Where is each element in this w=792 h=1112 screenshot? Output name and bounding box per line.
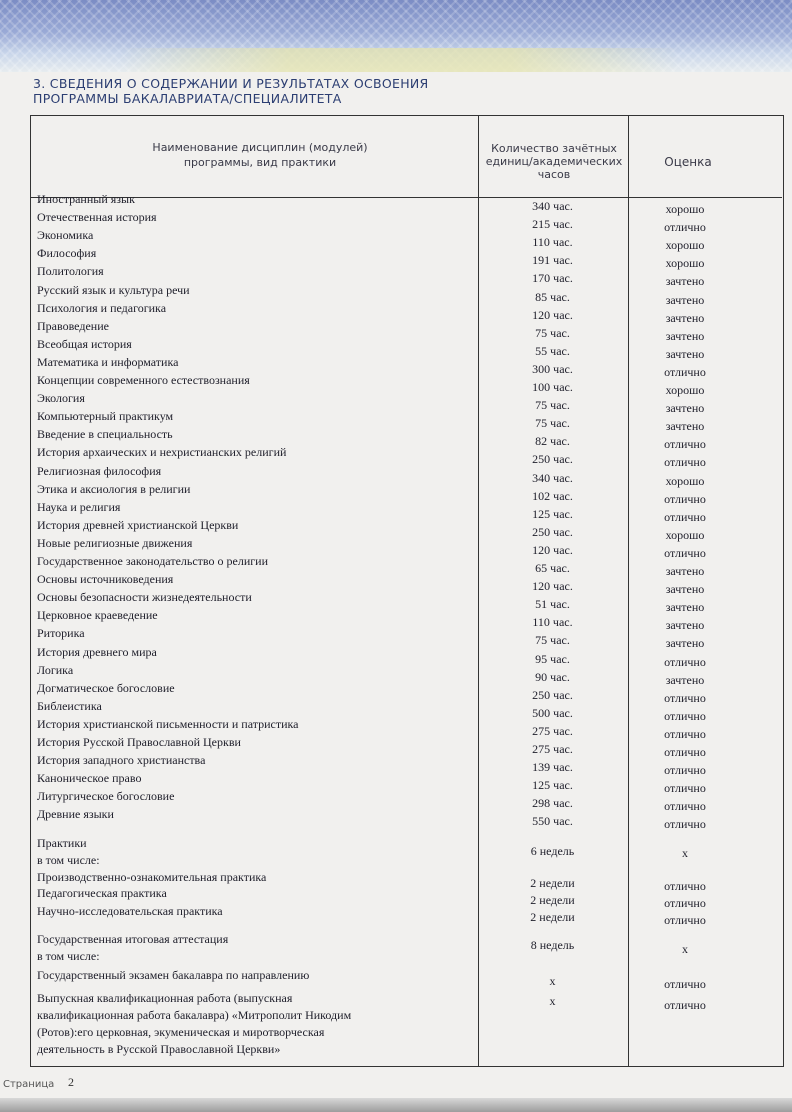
- discipline-grade: зачтено: [665, 564, 705, 578]
- discipline-name: Математика и информатика: [37, 354, 179, 369]
- practices-including: в том числе:: [37, 853, 100, 867]
- discipline-grade: зачтено: [665, 419, 705, 434]
- discipline-name: Иностранный язык: [37, 192, 135, 206]
- discipline-hours: 125 час.: [532, 778, 573, 793]
- discipline-hours: 102 час.: [532, 488, 573, 503]
- discipline-name: Философия: [37, 246, 97, 261]
- discipline-name: Библеистика: [37, 698, 102, 713]
- discipline-hours: 340 час.: [532, 470, 573, 485]
- discipline-grade: зачтено: [665, 274, 705, 289]
- discipline-grade: отлично: [664, 781, 706, 796]
- discipline-grade: отлично: [664, 726, 706, 741]
- practice-item-name: Научно-исследовательская практика: [37, 904, 223, 918]
- discipline-name: Основы источниковедения: [37, 572, 174, 587]
- practices-label: Практики: [37, 836, 87, 850]
- discipline-grade: отлично: [664, 817, 706, 832]
- discipline-hours: 275 час.: [532, 723, 573, 738]
- discipline-name: Логика: [37, 662, 74, 677]
- discipline-hours: 250 час.: [532, 524, 573, 539]
- discipline-name: Концепции современного естествознания: [37, 373, 250, 387]
- discipline-hours: 125 час.: [532, 506, 573, 521]
- discipline-grade: отлично: [664, 654, 706, 669]
- discipline-grade: хорошо: [665, 473, 705, 488]
- attestation-including: в том числе:: [37, 949, 100, 963]
- discipline-hours: 75 час.: [535, 416, 570, 431]
- discipline-hours: 85 час.: [535, 289, 570, 304]
- discipline-hours: 550 час.: [532, 814, 573, 829]
- discipline-hours: 95 час.: [535, 651, 570, 666]
- practice-item-name: Педагогическая практика: [37, 886, 167, 900]
- discipline-grade: отлично: [664, 491, 706, 506]
- discipline-hours: 500 час.: [532, 705, 573, 720]
- discipline-hours: 110 час.: [532, 615, 573, 630]
- discipline-grade: зачтено: [665, 582, 705, 597]
- header-credits: Количество зачётных единиц/академических часов: [485, 142, 623, 181]
- discipline-hours: 215 час.: [532, 217, 573, 232]
- state-exam-hours: x: [549, 974, 556, 988]
- discipline-name: История христианской письменности и патристика: [37, 716, 299, 731]
- page-label: Страница: [3, 1079, 55, 1090]
- state-exam-name: Государственный экзамен бакалавра по направлению: [37, 968, 310, 982]
- practice-item-grade: отлично: [664, 913, 706, 927]
- header-discipline-name: Наименование дисциплин (модулей) программы, вид практики: [152, 141, 368, 169]
- discipline-name: Литургическое богословие: [37, 789, 175, 804]
- discipline-name: История древнего мира: [37, 644, 157, 659]
- discipline-hours: 90 час.: [535, 669, 570, 684]
- discipline-name: Основы безопасности жизнедеятельности: [37, 590, 252, 605]
- page-edge-shadow: [0, 1098, 792, 1112]
- thesis-name: Выпускная квалификационная работа (выпускная квалификационная работа бакалавра) «Митрополит Никодим (Ротов):его церковная, экуменическая и миротворческая деятельность в Русской Православной Церкви»: [37, 991, 352, 1056]
- practice-item-name: Производственно-ознакомительная практика: [37, 870, 267, 884]
- discipline-hours: 275 час.: [532, 742, 573, 756]
- discipline-grade: отлично: [664, 364, 706, 379]
- discipline-grade: зачтено: [665, 600, 705, 615]
- discipline-hours: 340 час.: [532, 199, 573, 213]
- discipline-name: Компьютерный практикум: [37, 409, 174, 424]
- discipline-name: История Русской Православной Церкви: [37, 735, 241, 749]
- discipline-grade: зачтено: [665, 636, 705, 651]
- thesis-hours: x: [549, 994, 556, 1008]
- discipline-name: Новые религиозные движения: [37, 535, 193, 550]
- discipline-hours: 51 час.: [535, 597, 570, 612]
- discipline-name: История архаических и нехристианских религий: [37, 445, 287, 460]
- discipline-hours: 298 час.: [532, 796, 573, 811]
- discipline-name: Психология и педагогика: [37, 300, 167, 315]
- discipline-hours: 75 час.: [535, 325, 570, 340]
- discipline-hours: 100 час.: [532, 380, 573, 394]
- discipline-hours: 250 час.: [532, 452, 573, 467]
- page-number: 2: [68, 1075, 74, 1089]
- discipline-grade: отлично: [664, 455, 706, 470]
- discipline-name: Отечественная история: [37, 210, 157, 225]
- discipline-grade: хорошо: [665, 202, 705, 216]
- discipline-hours: 170 час.: [532, 271, 573, 286]
- discipline-grade: хорошо: [665, 527, 705, 542]
- discipline-name: История западного христианства: [37, 753, 206, 768]
- practice-item-hours: 2 недели: [530, 893, 575, 907]
- discipline-name: Русский язык и культура речи: [37, 282, 190, 297]
- discipline-hours: 120 час.: [532, 542, 573, 557]
- discipline-hours: 75 час.: [535, 633, 570, 648]
- discipline-grade: отлично: [664, 220, 706, 235]
- discipline-name: Догматическое богословие: [37, 680, 175, 695]
- discipline-hours: 300 час.: [532, 361, 573, 376]
- practices-grade: x: [682, 846, 688, 860]
- practice-item-grade: отлично: [664, 896, 706, 910]
- discipline-grade: хорошо: [665, 256, 705, 271]
- discipline-hours: 65 час.: [535, 561, 570, 575]
- discipline-name: Церковное краеведение: [37, 608, 158, 623]
- discipline-hours: 191 час.: [532, 253, 573, 268]
- discipline-grade: отлично: [664, 437, 706, 452]
- discipline-name: Политология: [37, 264, 104, 279]
- discipline-name: Экология: [37, 391, 85, 406]
- attestation-grade: x: [682, 942, 688, 956]
- discipline-grade: зачтено: [665, 618, 705, 633]
- discipline-name: Религиозная философия: [37, 463, 162, 478]
- discipline-grade: хорошо: [665, 238, 705, 253]
- decorative-header-band: [0, 0, 792, 72]
- discipline-name: История древней христианской Церкви: [37, 517, 239, 532]
- discipline-grade: отлично: [664, 745, 706, 759]
- attestation-label: Государственная итоговая аттестация: [37, 932, 229, 946]
- discipline-hours: 75 час.: [535, 398, 570, 413]
- discipline-grade: зачтено: [665, 672, 705, 687]
- discipline-hours: 55 час.: [535, 343, 570, 358]
- discipline-grade: зачтено: [665, 328, 705, 343]
- discipline-hours: 250 час.: [532, 687, 573, 702]
- attestation-hours: 8 недель: [530, 938, 575, 952]
- header-grade: Оценка: [664, 155, 712, 169]
- discipline-name: Наука и религия: [37, 499, 121, 514]
- discipline-name: Риторика: [37, 626, 85, 641]
- practice-item-hours: 2 недели: [530, 876, 575, 890]
- practice-item-grade: отлично: [664, 879, 706, 893]
- discipline-name: Древние языки: [37, 807, 114, 822]
- discipline-hours: 110 час.: [532, 235, 573, 250]
- discipline-name: Государственное законодательство о религии: [37, 554, 269, 568]
- discipline-name: Каноническое право: [37, 771, 142, 786]
- discipline-grade: отлично: [664, 509, 706, 524]
- discipline-hours: 82 час.: [535, 434, 570, 449]
- column-divider: [478, 115, 479, 1066]
- column-divider: [628, 115, 629, 1066]
- discipline-hours: 120 час.: [532, 307, 573, 322]
- discipline-grade: зачтено: [665, 346, 705, 361]
- discipline-grade: зачтено: [665, 401, 705, 416]
- practice-item-hours: 2 недели: [530, 910, 575, 924]
- discipline-hours: 120 час.: [532, 579, 573, 594]
- thesis-grade: отлично: [664, 998, 706, 1012]
- discipline-grade: отлично: [664, 690, 706, 705]
- section-title: 3. СВЕДЕНИЯ О СОДЕРЖАНИИ И РЕЗУЛЬТАТАХ ОСВОЕНИЯ ПРОГРАММЫ БАКАЛАВРИАТА/СПЕЦИАЛИТЕТА: [33, 76, 429, 106]
- discipline-hours: 139 час.: [532, 760, 573, 775]
- discipline-grade: хорошо: [665, 383, 705, 397]
- discipline-name: Экономика: [37, 228, 94, 243]
- discipline-name: Введение в специальность: [37, 427, 173, 442]
- discipline-grade: отлично: [664, 799, 706, 814]
- discipline-name: Всеобщая история: [37, 336, 132, 351]
- discipline-grade: отлично: [664, 708, 706, 723]
- state-exam-grade: отлично: [664, 977, 706, 991]
- practices-hours: 6 недель: [530, 844, 575, 858]
- discipline-grade: зачтено: [665, 292, 705, 307]
- discipline-name: Правоведение: [37, 318, 109, 333]
- discipline-name: Этика и аксиология в религии: [37, 481, 191, 496]
- discipline-grade: отлично: [664, 545, 706, 560]
- discipline-grade: зачтено: [665, 310, 705, 325]
- discipline-grade: отлично: [664, 763, 706, 778]
